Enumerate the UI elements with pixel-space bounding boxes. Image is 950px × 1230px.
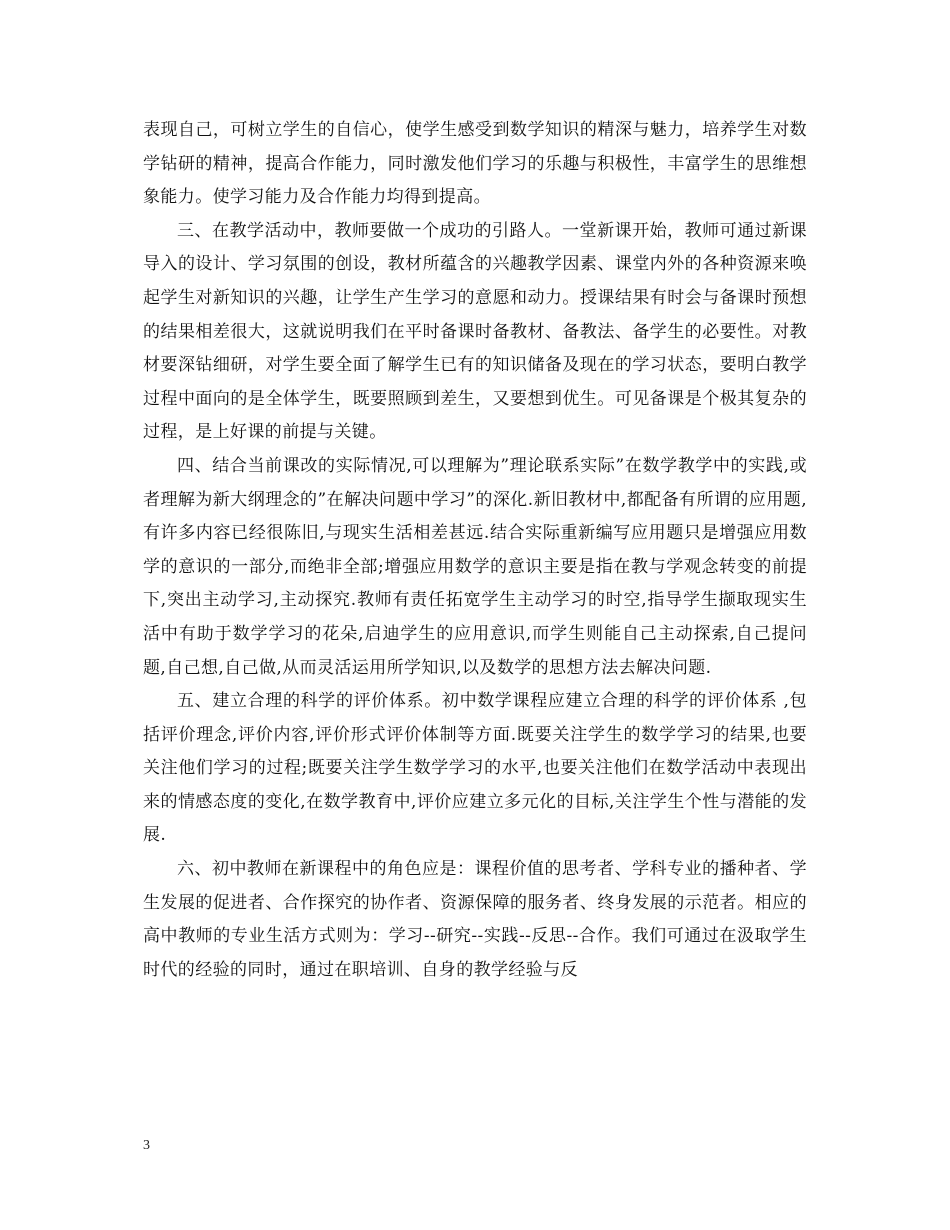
- page-number: 3: [143, 1138, 150, 1153]
- paragraph-2: 三、在教学活动中，教师要做一个成功的引路人。一堂新课开始，教师可通过新课导入的设计、学习氛围的创设，教材所蕴含的兴趣教学因素、课堂内外的各种资源来唤起学生对新知识的兴趣，让学生产生学习的意愿和动力。授课结果有时会与备课时预想的结果相差很大，这就说明我们在平时备课时备教材、备教法、备学生的必要性。对教材要深钻细研，对学生要全面了解学生已有的知识储备及现在的学习状态，要明白教学过程中面向的是全体学生，既要照顾到差生，又要想到优生。可见备课是个极其复杂的过程，是上好课的前提与关键。: [143, 220, 807, 443]
- paragraph-1: 表现自己，可树立学生的自信心，使学生感受到数学知识的精深与魅力，培养学生对数学钻研的精神，提高合作能力，同时激发他们学习的乐趣与积极性，丰富学生的思维想象能力。使学习能力及合作能力均得到提高。: [143, 120, 807, 208]
- paragraph-5: 六、初中教师在新课程中的角色应是：课程价值的思考者、学科专业的播种者、学生发展的促进者、合作探究的协作者、资源保障的服务者、终身发展的示范者。相应的高中教师的专业生活方式则为：学习--研究--实践--反思--合作。我们可通过在汲取学生时代的经验的同时，通过在职培训、自身的教学经验与反: [143, 859, 807, 980]
- paragraph-4: 五、建立合理的科学的评价体系。初中数学课程应建立合理的科学的评价体系 ,包括评价理念,评价内容,评价形式评价体制等方面.既要关注学生的数学学习的结果,也要关注他们学习的过程;既要关注学生数学学习的水平,也要关注他们在数学活动中表现出来的情感态度的变化,在数学教育中,评价应建立多元化的目标,关注学生个性与潜能的发展.: [143, 691, 807, 846]
- document-body: [143, 114, 807, 987]
- paragraph-3: 四、结合当前课改的实际情况,可以理解为”理论联系实际”在数学教学中的实践,或者理解为新大纲理念的”在解决问题中学习”的深化.新旧教材中,都配备有所谓的应用题,有许多内容已经很陈旧,与现实生活相差甚远.结合实际重新编写应用题只是增强应用数学的意识的一部分,而绝非全部;增强应用数学的意识主要是指在教与学观念转变的前提下,突出主动学习,主动探究.教师有责任拓宽学生主动学习的时空,指导学生撷取现实生活中有助于数学学习的花朵,启迪学生的应用意识,而学生则能自己主动探索,自己提问题,自己想,自己做,从而灵活运用所学知识,以及数学的思想方法去解决问题.: [143, 455, 807, 678]
